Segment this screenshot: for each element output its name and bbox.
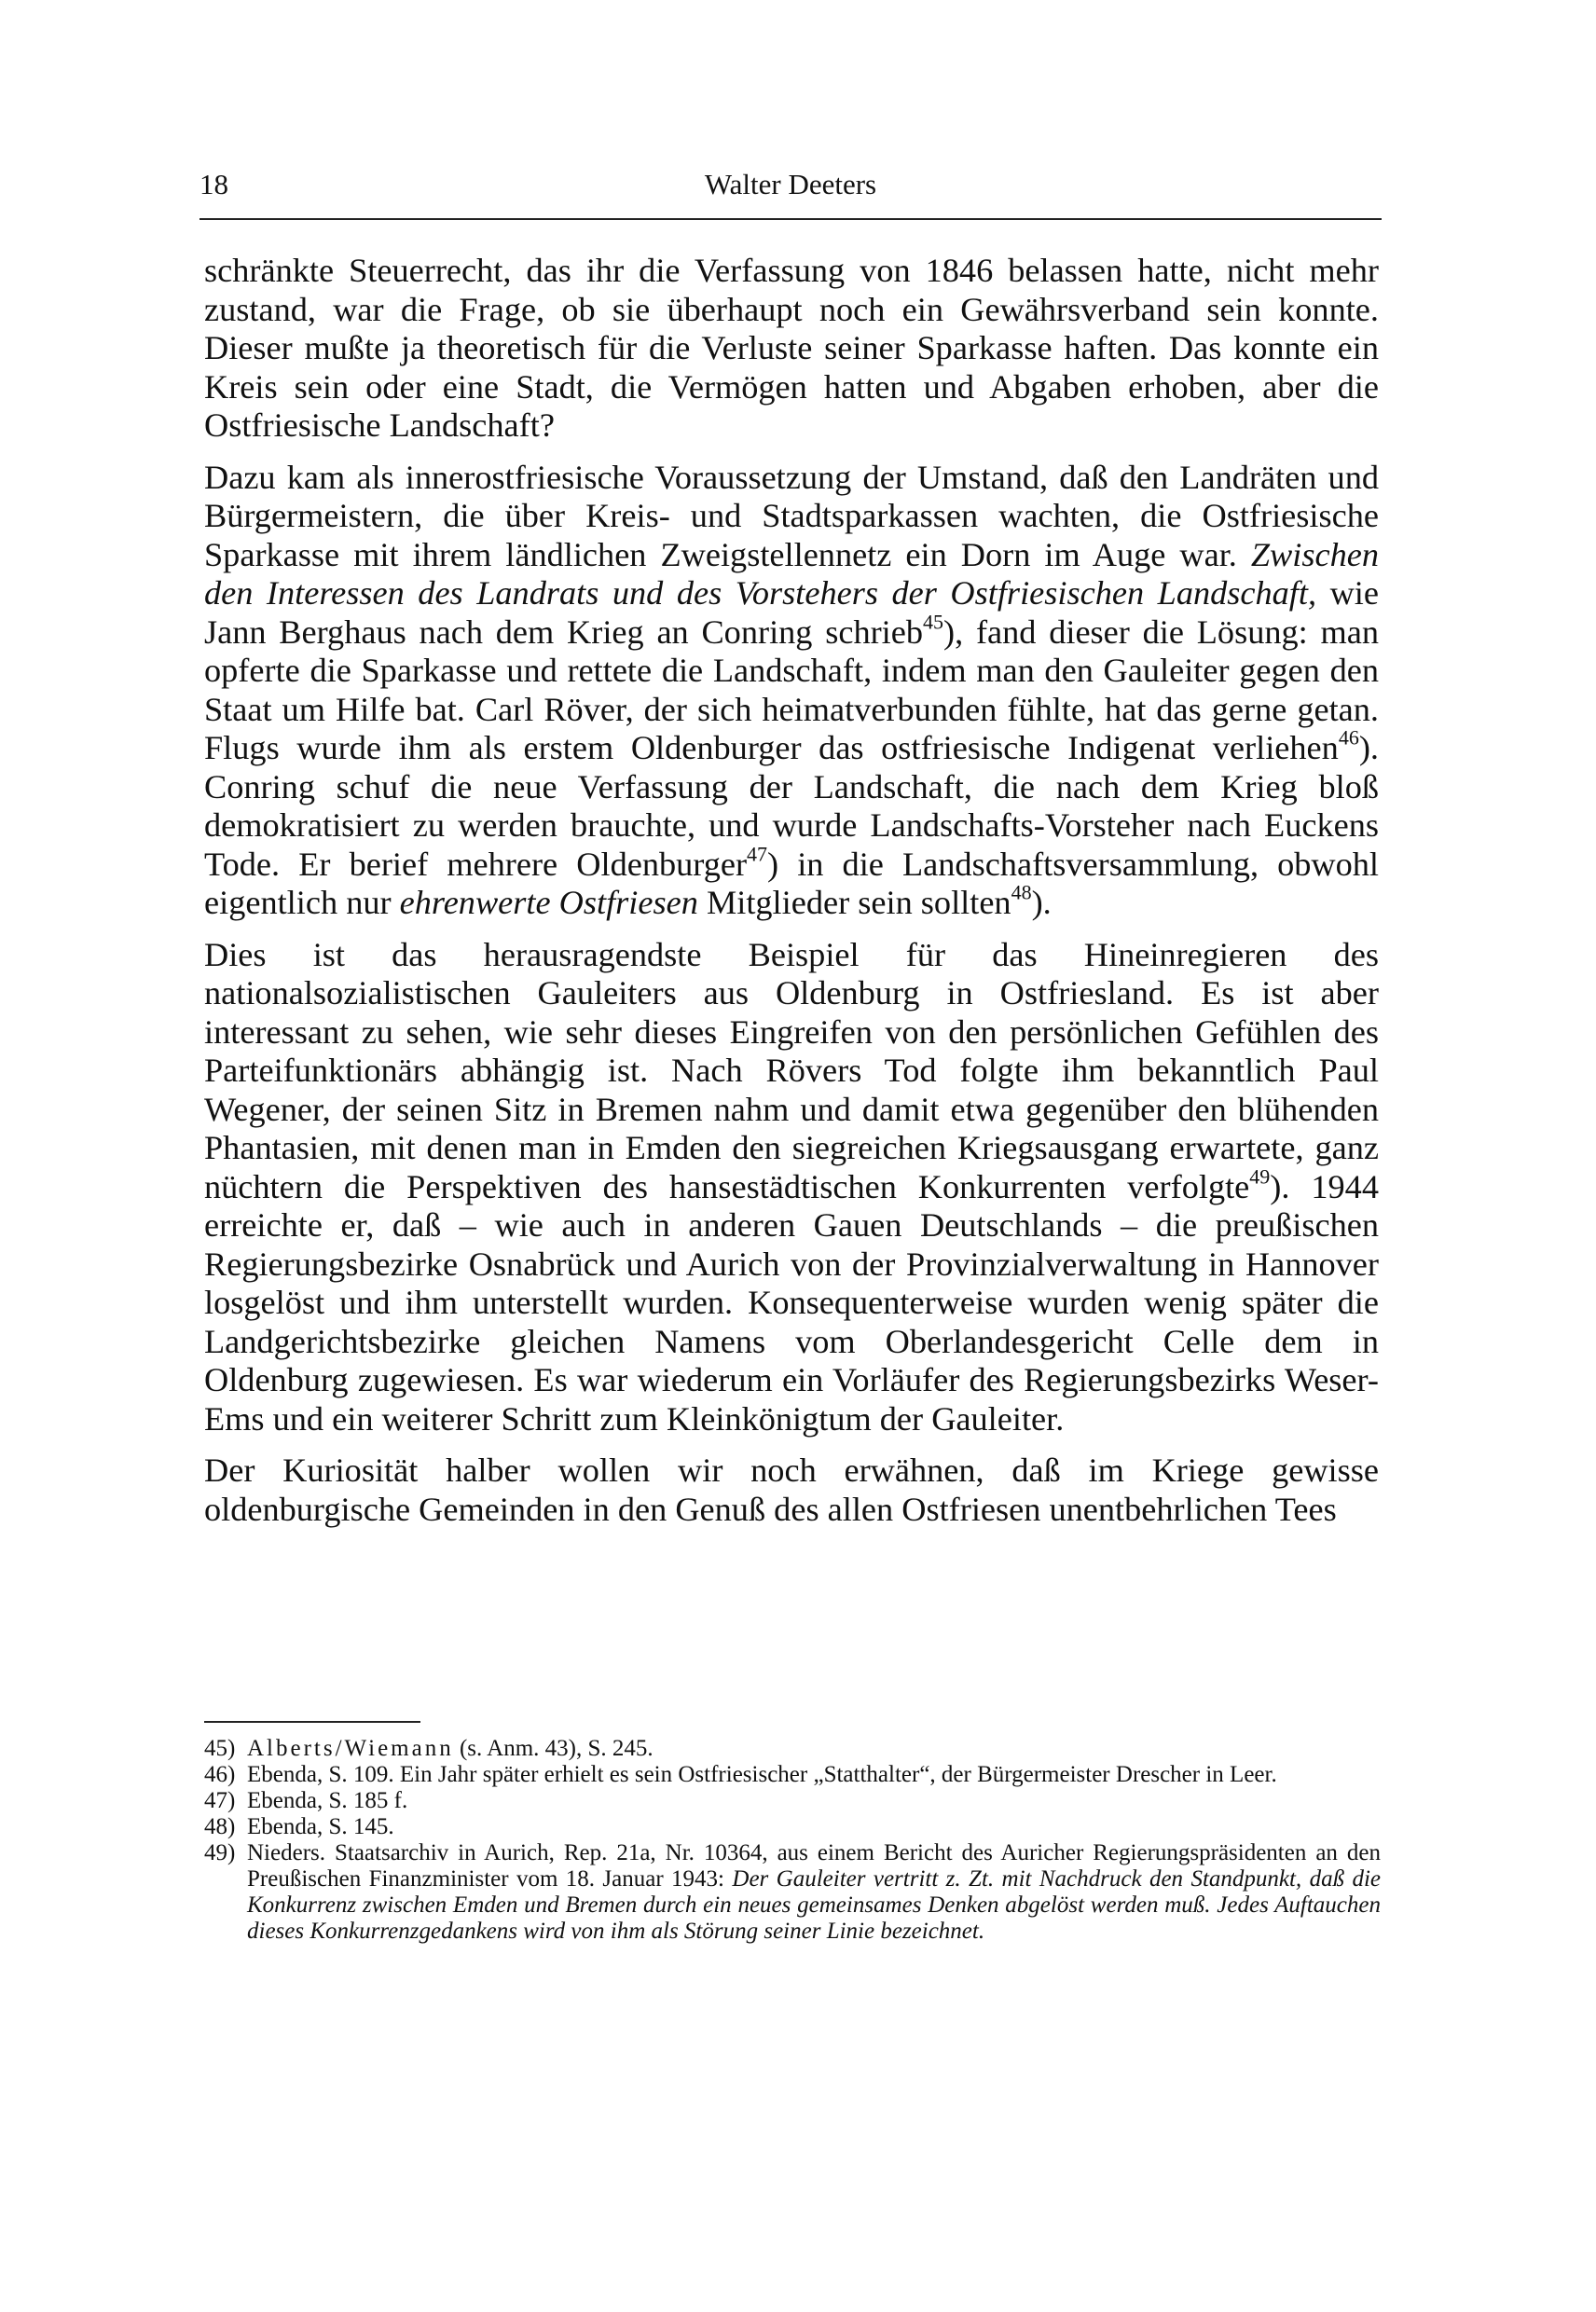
footnote-text xyxy=(247,1814,1381,1840)
text-run: wie Jann Berghaus nach dem Krieg an Conring schrieb xyxy=(204,574,1379,651)
footnote-mark: 48) xyxy=(204,1814,236,1839)
footnote-text xyxy=(247,1736,1381,1762)
paragraph xyxy=(204,936,1379,1439)
footnote-mark: 49) xyxy=(204,1840,236,1865)
text-run: ) in die Landschaftsversammlung, obwohl eigentlich nur xyxy=(204,845,1379,921)
italic-text: ehrenwerte Ostfriesen xyxy=(399,884,698,921)
paragraph xyxy=(204,459,1379,923)
text-run: schränkte Steuerrecht, das ihr die Verfassung von 1846 belassen hatte, nicht mehr zustand, war die Frage, ob sie überhaupt noch ein Gewährsverband sein konnte. Dieser mußte ja theoretisch für die Verluste seiner Sparkasse haften. Das konnte ein Kreis sein oder eine Stadt, die Vermögen hatten und Abgaben erhoben, aber die Ostfriesische Landschaft? xyxy=(204,252,1379,444)
page-number: 18 xyxy=(200,168,228,200)
italic-text: Der Gauleiter vertritt z. Zt. mit Nachdruck den Standpunkt, daß die Konkurrenz zwischen Emden und Bremen durch ein neues gemeinsames Denken abgelöst werden muß. Jedes Auftauchen dieses Konkurrenzgedankens wird von ihm als Störung seiner Linie bezeichnet. xyxy=(247,1866,1381,1944)
footnote xyxy=(204,1736,1381,1762)
footnote-text xyxy=(247,1840,1381,1945)
text-run: ), fand dieser die Lösung: man opferte die Sparkasse und rettete die Landschaft, indem man den Gauleiter gegen den Staat um Hilfe bat. Carl Röver, der sich heimatverbunden fühlte, hat das gerne getan. Flugs wurde ihm als erstem Oldenburger das ostfriesische Indigenat verliehen xyxy=(204,612,1379,766)
text-run: Dazu kam als innerostfriesische Voraussetzung der Umstand, daß den Landräten und Bürgermeistern, die über Kreis- und Stadtsparkassen wachten, die Ostfriesische Sparkasse mit ihrem ländlichen Zweigstellennetz ein Dorn im Auge war. xyxy=(204,458,1379,573)
paragraph xyxy=(204,252,1379,446)
footnote-rule xyxy=(204,1721,420,1723)
running-head: Walter Deeters xyxy=(704,168,877,200)
footnote-reference: 46 xyxy=(1338,725,1359,750)
footnote-reference: 45 xyxy=(923,610,944,634)
text-run: Ebenda, S. 145. xyxy=(247,1814,394,1839)
text-run: ). 1944 erreichte er, daß – wie auch in anderen Gauen Deutschlands – die preußischen Regierungsbezirke Osnabrück und Aurich von der Provinzialverwaltung in Hannover losgelöst und ihm unterstellt wurden. Konsequenterweise wurden wenig später die Landgerichtsbezirke gleichen Namens vom Oberlandesgericht Celle dem in Oldenburg zugewiesen. Es war wiederum ein Vorläufer des Regierungsbezirks Weser-Ems und ein weiterer Schritt zum Kleinkönigtum der Gauleiter. xyxy=(204,1167,1379,1438)
footnote-mark: 47) xyxy=(204,1788,236,1813)
footnote-reference: 48 xyxy=(1011,880,1032,904)
text-run: (s. Anm. 43), S. 245. xyxy=(453,1736,654,1761)
text-run: Ebenda, S. 109. Ein Jahr später erhielt es sein Ostfriesischer „Statthalter“, der Bürgermeister Drescher in Leer. xyxy=(247,1762,1277,1787)
text-run: ). xyxy=(1031,884,1052,921)
footnote-mark: 45) xyxy=(204,1736,236,1761)
body-text xyxy=(204,252,1379,1542)
footnote-text xyxy=(247,1762,1381,1788)
footnote-mark: 46) xyxy=(204,1762,236,1787)
footnote xyxy=(204,1788,1381,1814)
footnote xyxy=(204,1762,1381,1788)
footnote xyxy=(204,1840,1381,1945)
header-rule xyxy=(200,218,1382,220)
text-run: Dies ist das herausragendste Beispiel für das Hineinregieren des nationalsozialistischen Gauleiters aus Oldenburg in Ostfriesland. Es ist aber interessant zu sehen, wie sehr dieses Eingreifen von den persönlichen Gefühlen des Parteifunktionärs abhängig ist. Nach Rövers Tod folgte ihm bekanntlich Paul Wegener, der seinen Sitz in Bremen nahm und damit etwa gegenüber den blühenden Phantasien, mit denen man in Emden den siegreichen Kriegsausgang erwartete, ganz nüchtern die Perspektiven des hansestädtischen Konkurrenten verfolgte xyxy=(204,935,1379,1205)
footnotes xyxy=(204,1736,1381,1945)
paragraph xyxy=(204,1452,1379,1529)
footnote-text xyxy=(247,1788,1381,1814)
italic-text: Zwischen den Interessen des Landrats und des Vorstehers der Ostfriesischen Landschaft, xyxy=(204,535,1379,612)
author-names: Alberts/Wiemann xyxy=(247,1736,454,1761)
page-header xyxy=(200,168,1382,211)
footnote xyxy=(204,1814,1381,1840)
text-run: Ebenda, S. 185 f. xyxy=(247,1788,408,1813)
text-run: Der Kuriosität halber wollen wir noch erwähnen, daß im Kriege gewisse oldenburgische Gemeinden in den Genuß des allen Ostfriesen unentbehrlichen Tees xyxy=(204,1452,1379,1528)
text-run: ). Conring schuf die neue Verfassung der Landschaft, die nach dem Krieg bloß demokratisiert zu werden brauchte, und wurde Landschafts-Vorsteher nach Euckens Tode. Er berief mehrere Oldenburger xyxy=(204,729,1379,883)
footnote-reference: 47 xyxy=(747,842,768,866)
text-run: Nieders. Staatsarchiv in Aurich, Rep. 21a, Nr. 10364, aus einem Bericht des Auricher Regierungspräsidenten an den Preußischen Finanzminister vom 18. Januar 1943: xyxy=(247,1840,1381,1892)
text-run: Mitglieder sein sollten xyxy=(697,884,1011,921)
footnote-reference: 49 xyxy=(1249,1164,1271,1189)
